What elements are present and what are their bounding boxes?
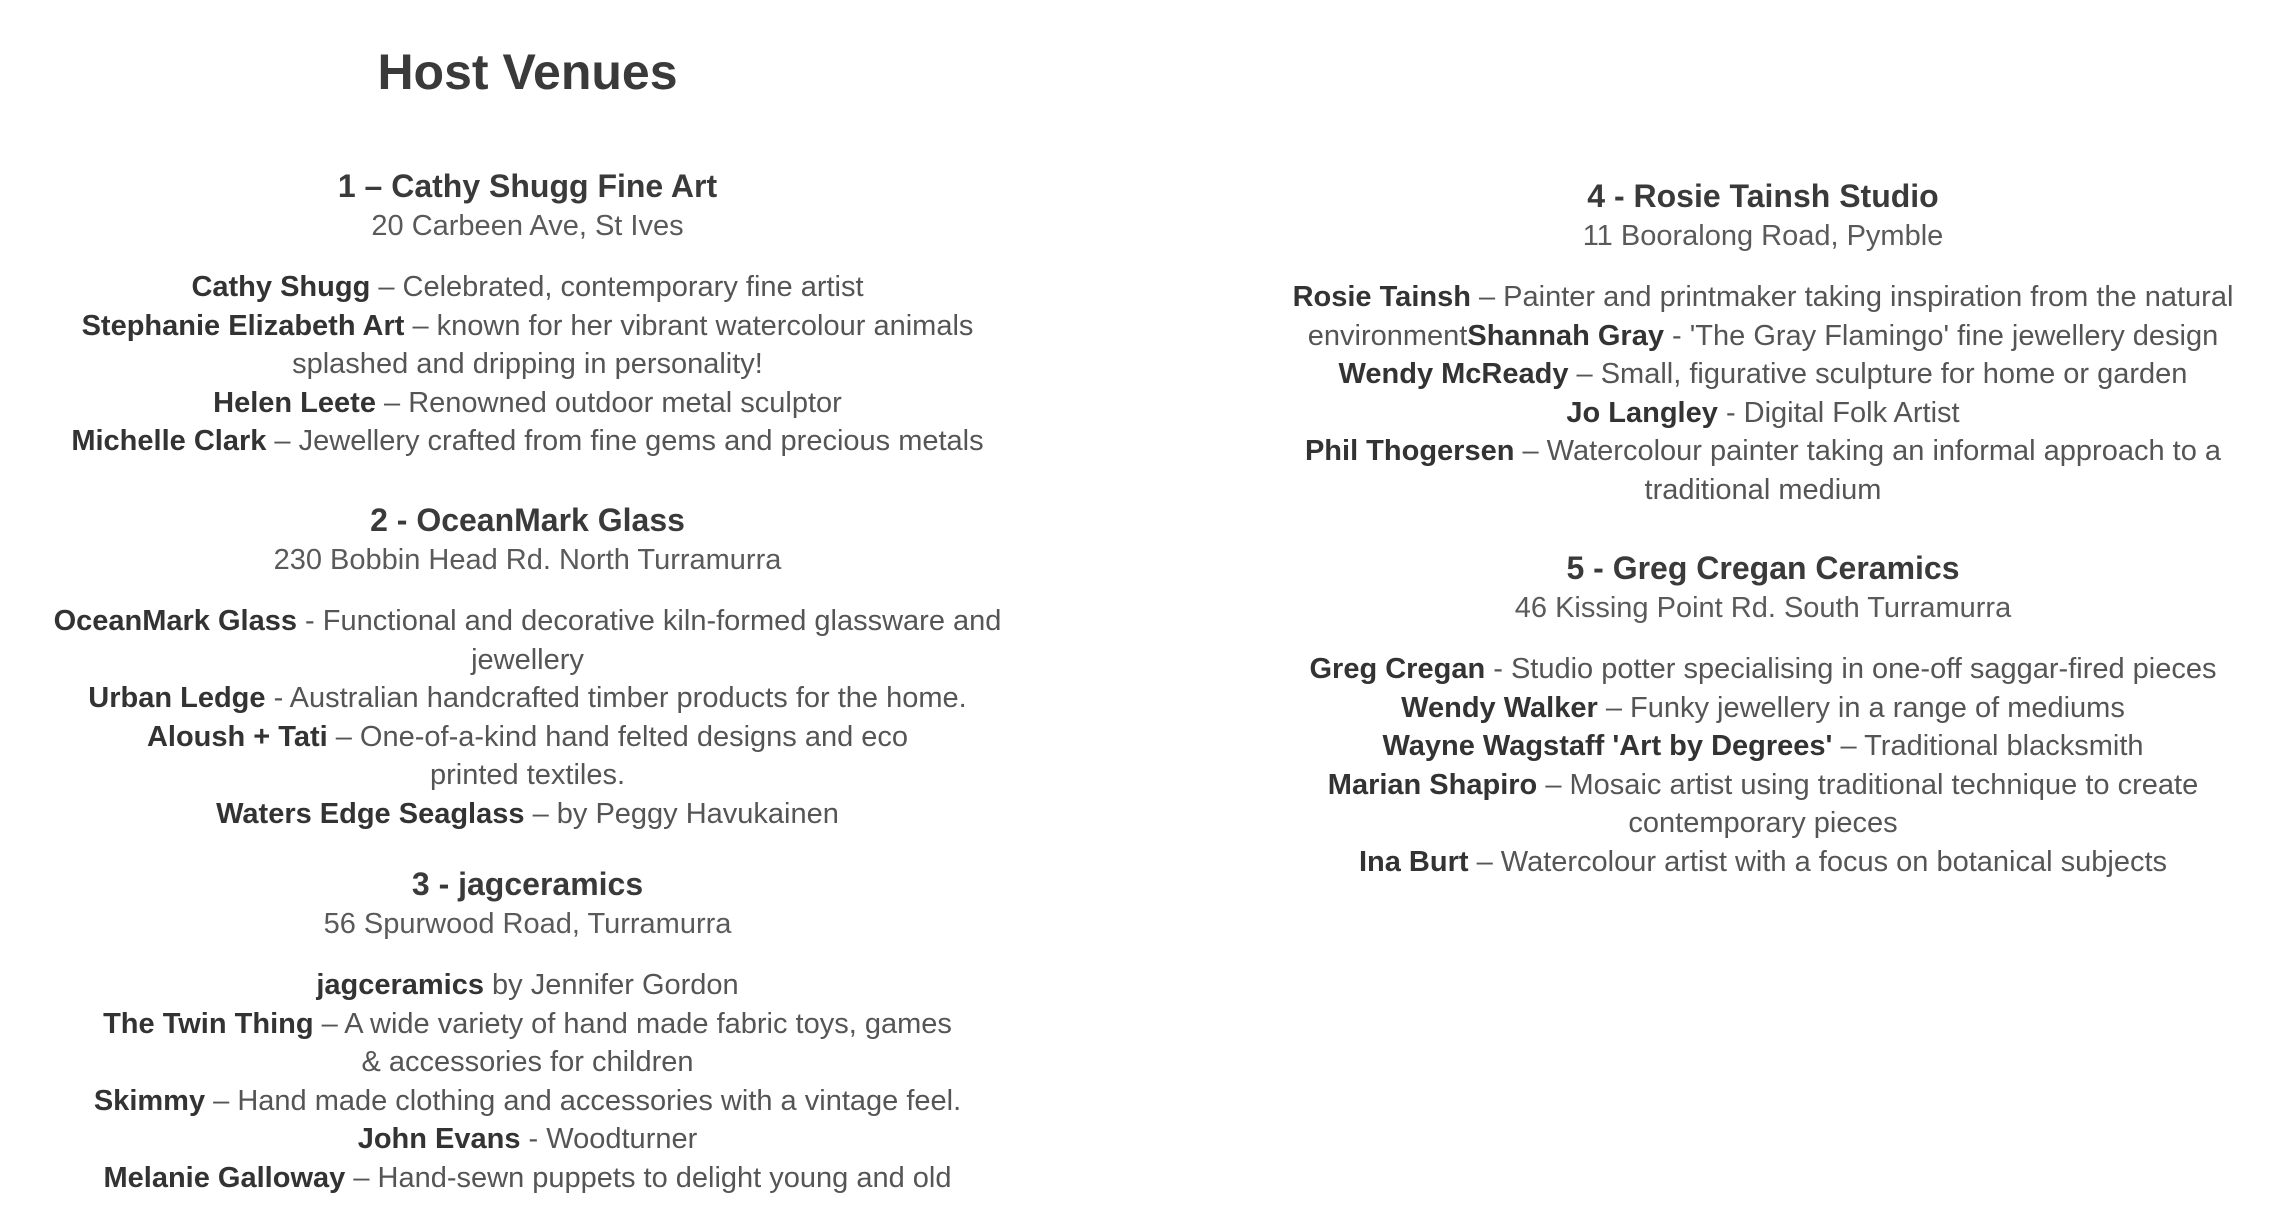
artist-description: - Woodturner — [520, 1123, 698, 1155]
artist-entry — [1268, 727, 2258, 766]
artist-entry — [20, 1082, 1035, 1121]
artist-entry — [20, 1120, 1035, 1159]
artist-name: Ina Burt — [1358, 845, 1469, 878]
artist-name: jagceramics — [316, 969, 484, 1001]
artist-description: – Renowned outdoor metal sculptor — [375, 386, 842, 419]
artist-name: Phil Thogersen — [1304, 435, 1515, 467]
artist-entry — [1268, 432, 2258, 509]
artist-entry — [20, 718, 1035, 795]
artist-description: – Hand made clothing and accessories with a vintage feel. — [205, 1084, 962, 1117]
venue-address: 20 Carbeen Ave, St Ives — [371, 210, 684, 242]
artist-name: Rosie Tainsh — [1292, 281, 1471, 313]
artist-entry — [20, 268, 1035, 307]
artist-description: – Traditional blacksmith — [1832, 730, 2144, 762]
artist-entry — [1268, 355, 2258, 394]
artist-description: – known for her vibrant watercolour animals splashed and dripping in personality! — [292, 309, 974, 380]
artist-name: Cathy Shugg — [191, 271, 371, 303]
venue-heading: 4 - Rosie Tainsh Studio — [1587, 178, 1939, 214]
artist-description: – A wide variety of hand made fabric toys, games & accessories for children — [313, 1007, 952, 1078]
artist-entry — [20, 679, 1035, 718]
artist-name: Jo Langley — [1566, 396, 1718, 429]
artist-description: – Jewellery crafted from fine gems and precious metals — [266, 425, 984, 457]
artist-name: The Twin Thing — [103, 1007, 314, 1040]
artist-name: Stephanie Elizabeth Art — [81, 309, 405, 342]
artist-entry — [1268, 394, 2258, 433]
artist-name: Shannah Gray — [1467, 319, 1664, 352]
artist-entry — [1268, 843, 2258, 882]
venue-3 — [20, 864, 1035, 1197]
artist-name: Greg Cregan — [1309, 653, 1486, 685]
venue-5 — [1268, 548, 2258, 881]
artist-entry — [20, 307, 1035, 384]
venue-heading: 5 - Greg Cregan Ceramics — [1566, 550, 1960, 586]
artist-entry — [20, 384, 1035, 423]
artist-name: Urban Ledge — [88, 682, 266, 714]
artist-entry — [20, 422, 1035, 461]
artist-entry — [20, 966, 1035, 1005]
artist-entry — [20, 602, 1035, 679]
artist-entry — [1268, 766, 2258, 843]
artist-name: Wayne Wagstaff 'Art by Degrees' — [1382, 730, 1833, 762]
artist-description: - Australian handcrafted timber products for the home. — [265, 682, 967, 714]
artist-name: Wendy Walker — [1401, 691, 1598, 724]
artist-name: Wendy McReady — [1338, 358, 1569, 390]
venue-address: 56 Spurwood Road, Turramurra — [323, 908, 732, 940]
artist-description: – Watercolour painter taking an informal approach to a traditional medium — [1514, 435, 2222, 506]
artist-description: - Studio potter specialising in one-off saggar-fired pieces — [1485, 653, 2217, 685]
artist-entry — [20, 795, 1035, 834]
venue-1 — [20, 166, 1035, 461]
artist-description: – Watercolour artist with a focus on botanical subjects — [1468, 845, 2168, 878]
artist-name: Melanie Galloway — [103, 1161, 346, 1194]
venue-address: 11 Booralong Road, Pymble — [1582, 220, 1944, 252]
artist-description: – by Peggy Havukainen — [524, 797, 839, 830]
venue-address: 230 Bobbin Head Rd. North Turramurra — [273, 544, 782, 576]
artist-description: – Funky jewellery in a range of mediums — [1597, 691, 2125, 724]
artist-entry — [1268, 650, 2258, 689]
venue-2 — [20, 500, 1035, 833]
artist-name: John Evans — [357, 1123, 521, 1155]
artist-entry — [1268, 278, 2258, 355]
artist-name: Helen Leete — [213, 386, 376, 419]
artist-description: - Functional and decorative kiln-formed glassware and jewellery — [297, 605, 1002, 676]
artist-description: – Celebrated, contemporary fine artist — [370, 271, 864, 303]
artist-description: – Mosaic artist using traditional technique to create contemporary pieces — [1537, 768, 2199, 839]
artist-description: - Digital Folk Artist — [1717, 396, 1960, 429]
artist-name: Waters Edge Seaglass — [216, 797, 525, 830]
artist-name: Skimmy — [93, 1084, 206, 1117]
venue-address: 46 Kissing Point Rd. South Turramurra — [1514, 592, 2012, 624]
artist-name: Aloush + Tati — [146, 720, 328, 753]
artist-description: – Small, figurative sculpture for home or garden — [1568, 358, 2188, 390]
artist-name: OceanMark Glass — [53, 605, 297, 637]
artist-name: Marian Shapiro — [1327, 768, 1538, 801]
artist-entry — [20, 1159, 1035, 1198]
venue-heading: 1 – Cathy Shugg Fine Art — [337, 168, 718, 204]
artist-description: - 'The Gray Flamingo' fine jewellery design — [1663, 319, 2219, 352]
page-title: Host Venues — [377, 44, 678, 100]
venue-heading: 2 - OceanMark Glass — [370, 502, 685, 538]
artist-description: by Jennifer Gordon — [483, 969, 739, 1001]
artist-name: Michelle Clark — [71, 425, 267, 457]
artist-description: – Hand-sewn puppets to delight young and old — [345, 1161, 952, 1194]
artist-entry — [20, 1005, 1035, 1082]
venue-heading: 3 - jagceramics — [411, 866, 644, 902]
artist-entry — [1268, 689, 2258, 728]
artist-description: – One-of-a-kind hand felted designs and eco printed textiles. — [327, 720, 909, 791]
venue-4 — [1268, 176, 2258, 509]
artist-description: – Painter and printmaker taking inspiration from the natural environment — [1307, 281, 2234, 352]
